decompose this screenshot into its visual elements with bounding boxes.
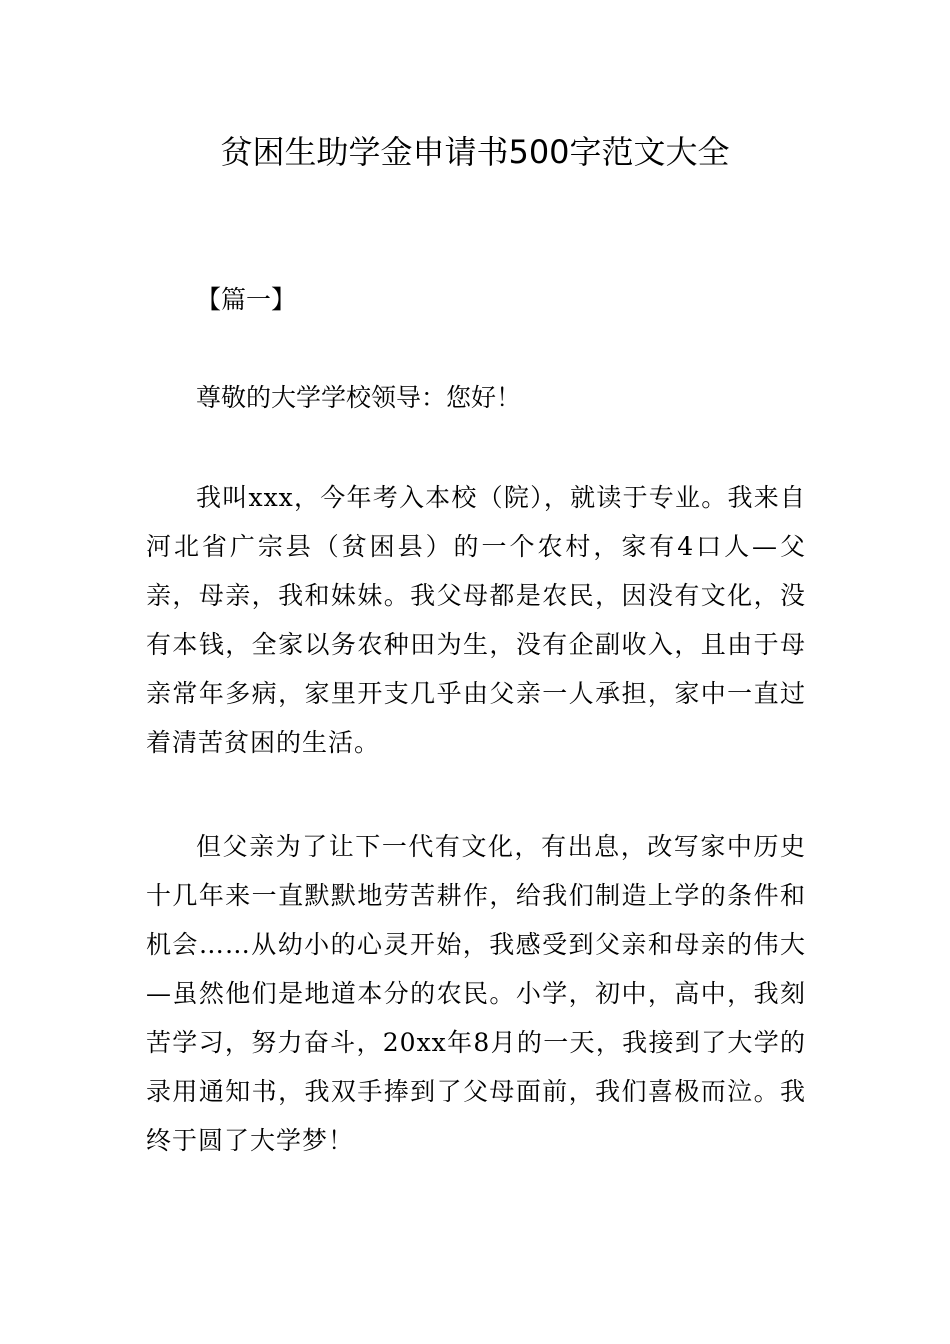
section-label: 【篇一】 [196, 285, 297, 314]
body-paragraph-2 [146, 822, 806, 1165]
document-title: 贫困生助学金申请书500字范文大全 [220, 133, 730, 171]
body-paragraph-1 [146, 473, 806, 767]
paragraph-text: 但父亲为了让下一代有文化，有出息，改写家中历史十几年来一直默默地劳苦耕作，给我们制造上学的条件和机会……从幼小的心灵开始，我感受到父亲和母亲的伟大—虽然他们是地道本分的农民。小学，初中，高中，我刻苦学习，努力奋斗，20xx年8月的一天，我接到了大学的录用通知书，我双手捧到了父母面前，我们喜极而泣。我终于圆了大学梦！ [146, 832, 806, 1155]
salutation: 尊敬的大学学校领导：您好！ [196, 383, 522, 412]
paragraph-text: 我叫xxx，今年考入本校（院），就读于专业。我来自河北省广宗县（贫困县）的一个农村，家有4口人—父亲，母亲，我和妹妹。我父母都是农民，因没有文化，没有本钱，全家以务农种田为生，没有企副收入，且由于母亲常年多病，家里开支几乎由父亲一人承担，家中一直过着清苦贫困的生活。 [146, 483, 806, 757]
